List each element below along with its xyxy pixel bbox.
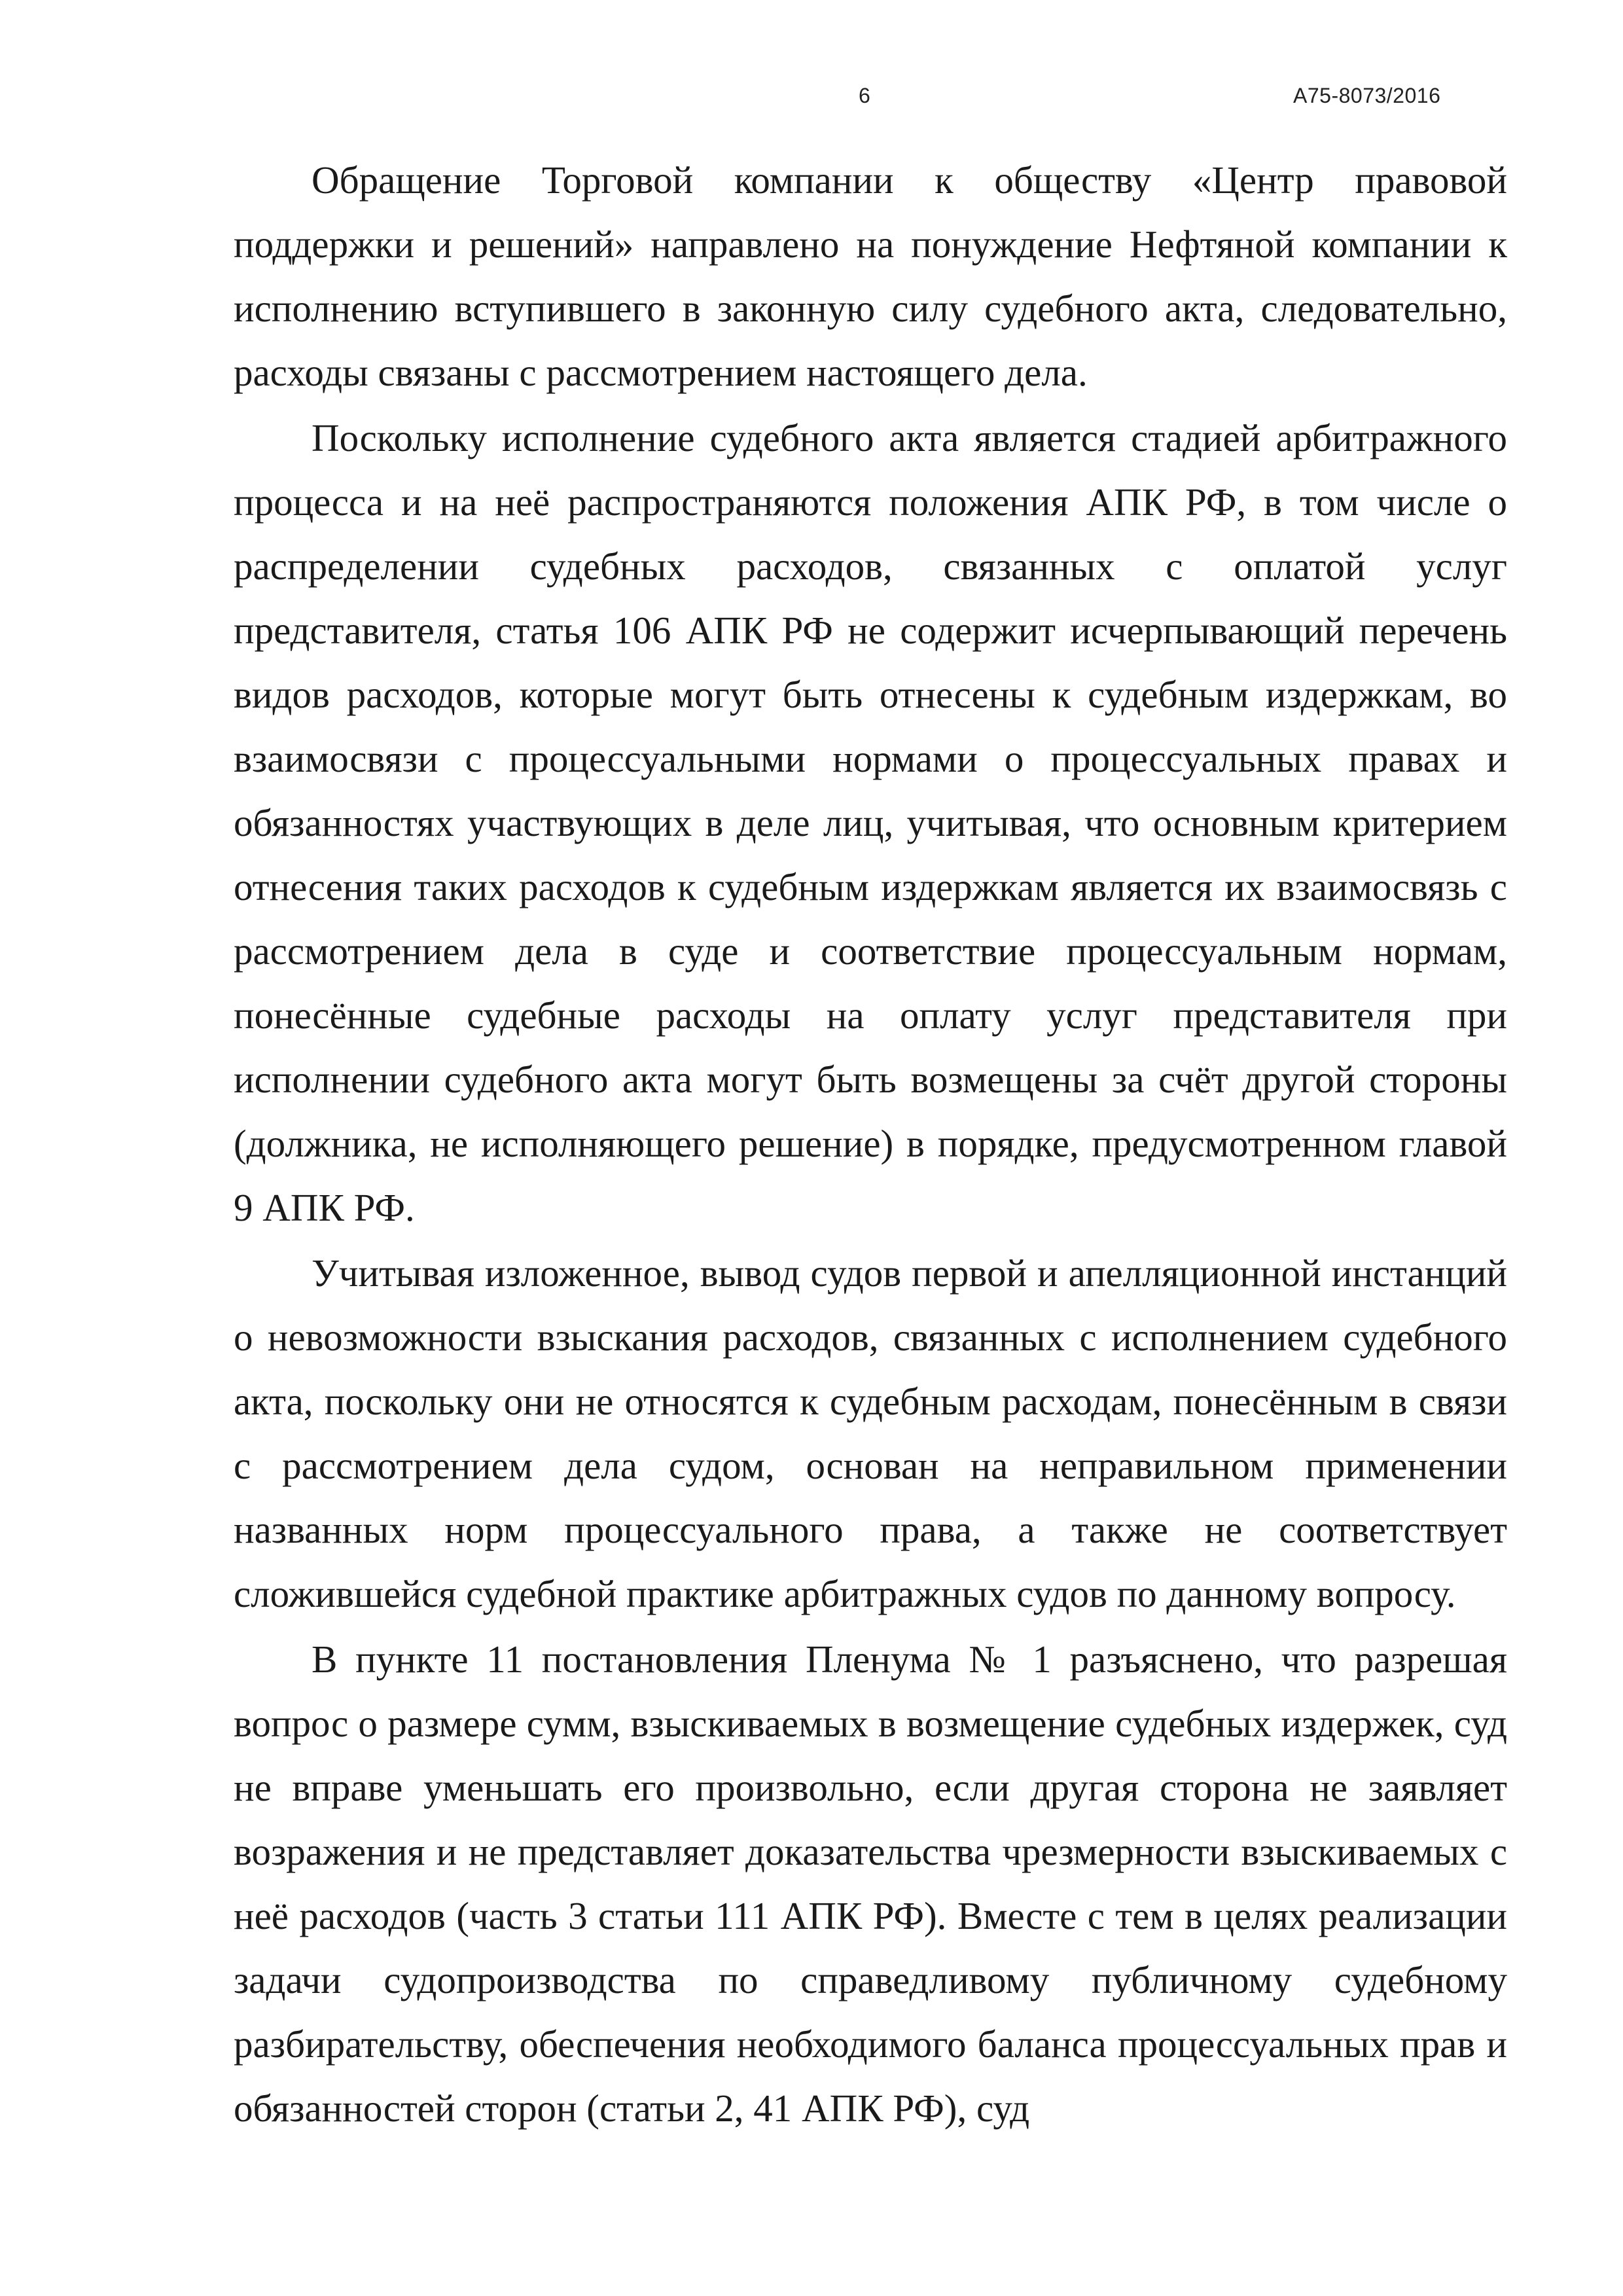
paragraph: Учитывая изложенное, вывод судов первой и апелляционной инстанций о невозможности взыскания расходов, связанных с исполнением судебного акта, поскольку они не относятся к судебным расходам, понесённым в связи с рассмотрением дела судом, основан на неправильном применении названных норм процессуального права, а также не соответствует сложившейся судебной практике арбитражных судов по данному вопросу.: [234, 1251, 1507, 1615]
page-number: 6: [859, 84, 870, 107]
paragraph: В пункте 11 постановления Пленума № 1 разъяснено, что разрешая вопрос о размере сумм, взыскиваемых в возмещение судебных издержек, суд не вправе уменьшать его произвольно, если другая сторона не заявляет возражения и не представляет доказательства чрезмерности взыскиваемых с неё расходов (часть 3 статьи 111 АПК РФ). Вместе с тем в целях реализации задачи судопроизводства по справедливому публичному судебному разбирательству, обеспечения необходимого баланса процессуальных прав и обязанностей сторон (статьи 2, 41 АПК РФ), суд: [234, 1638, 1507, 2130]
document-body: [234, 148, 1507, 2142]
paragraph: Поскольку исполнение судебного акта является стадией арбитражного процесса и на неё распространяются положения АПК РФ, в том числе о распределении судебных расходов, связанных с оплатой услуг представителя, статья 106 АПК РФ не содержит исчерпывающий перечень видов расходов, которые могут быть отнесены к судебным издержкам, во взаимосвязи с процессуальными нормами о процессуальных правах и обязанностях участвующих в деле лиц, учитывая, что основным критерием отнесения таких расходов к судебным издержкам является их взаимосвязь с рассмотрением дела в суде и соответствие процессуальным нормам, понесённые судебные расходы на оплату услуг представителя при исполнении судебного акта могут быть возмещены за счёт другой стороны (должника, не исполняющего решение) в порядке, предусмотренном главой 9 АПК РФ.: [234, 416, 1507, 1229]
case-number: А75-8073/2016: [1293, 84, 1441, 107]
paragraph: Обращение Торговой компании к обществу «Центр правовой поддержки и решений» направлено на понуждение Нефтяной компании к исполнению вступившего в законную силу судебного акта, следовательно, расходы связаны с рассмотрением настоящего дела.: [234, 158, 1507, 394]
